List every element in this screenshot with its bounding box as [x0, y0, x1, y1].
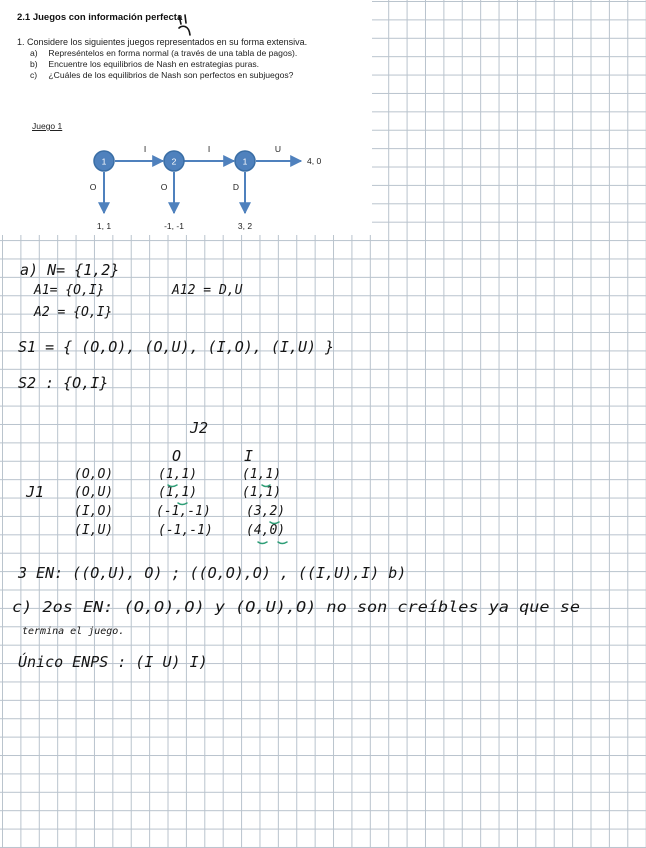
node-player-label: 1	[101, 156, 107, 167]
hw-actions-player1-second: A12 = D,U	[172, 283, 243, 298]
action-label: O	[160, 182, 168, 192]
exercise-intro: 1. Considere los siguientes juegos representados en su forma extensiva.	[17, 37, 308, 47]
game-label: Juego 1	[32, 121, 63, 131]
hw-payoff-cell: (-1,-1)	[156, 504, 211, 519]
hw-row-strategy: (O,O)	[74, 467, 114, 482]
hw-actions-player1: A1= {O,I}	[34, 283, 105, 298]
payoff-label: -1, -1	[164, 221, 184, 231]
payoff-label: 1, 1	[96, 221, 112, 231]
hw-part-c: c) 2os EN: (O,O),O) y (O,U),O) no son creíbles ya que se	[12, 598, 580, 616]
hw-table-player2: J2	[190, 419, 209, 437]
item-text: Represéntelos en forma normal (a través de una tabla de pagos).	[48, 48, 298, 58]
action-label: I	[143, 144, 147, 154]
item-text: Encuentre los equilibrios de Nash en estrategias puras.	[48, 59, 260, 69]
hw-actions-player2: A2 = {O,I}	[34, 305, 113, 320]
node-player-label: 1	[242, 156, 248, 167]
hw-row-strategy: (I,O)	[74, 504, 114, 519]
section-title: 2.1 Juegos con información perfecta	[17, 12, 183, 23]
hw-payoff-cell: (4,0)	[246, 523, 286, 538]
payoff-label: 3, 2	[237, 221, 253, 231]
hw-payoff-cell: (1,1)	[242, 467, 282, 482]
hw-table-player1: J1	[26, 483, 45, 501]
hw-col-header: I	[244, 447, 254, 465]
hw-row-strategy: (I,U)	[74, 523, 114, 538]
payoff-label: 4, 0	[307, 156, 322, 166]
hw-col-header: O	[172, 447, 182, 465]
hw-players-line: a) N= {1,2}	[20, 261, 120, 279]
action-label: D	[232, 182, 240, 192]
hw-nash-equilibria: 3 EN: ((O,U), O) ; ((O,O),O) , ((I,U),I) b)	[18, 564, 407, 582]
item-label: a)	[30, 48, 38, 58]
item-label: b)	[30, 59, 38, 69]
hw-part-c-continued: termina el juego.	[22, 626, 125, 637]
hw-payoff-cell: (3,2)	[246, 504, 286, 519]
action-label: O	[89, 182, 97, 192]
item-label: c)	[30, 70, 38, 80]
hw-payoff-cell: (1,1)	[242, 485, 282, 500]
action-label: I	[207, 144, 211, 154]
hw-row-strategy: (O,U)	[74, 485, 114, 500]
hw-strategies-player2: S2 : {O,I}	[18, 374, 109, 392]
hw-spe-result: Único ENPS : (I U) I)	[18, 653, 208, 671]
node-player-label: 2	[171, 156, 177, 167]
hw-strategies-player1: S1 = { (O,O), (O,U), (I,O), (I,U) }	[18, 338, 335, 356]
hw-payoff-cell: (1,1)	[158, 467, 198, 482]
item-text: ¿Cuáles de los equilibrios de Nash son perfectos en subjuegos?	[48, 70, 294, 80]
action-label: U	[274, 144, 282, 154]
hw-payoff-cell: (1,1)	[158, 485, 198, 500]
hw-payoff-cell: (-1,-1)	[158, 523, 213, 538]
